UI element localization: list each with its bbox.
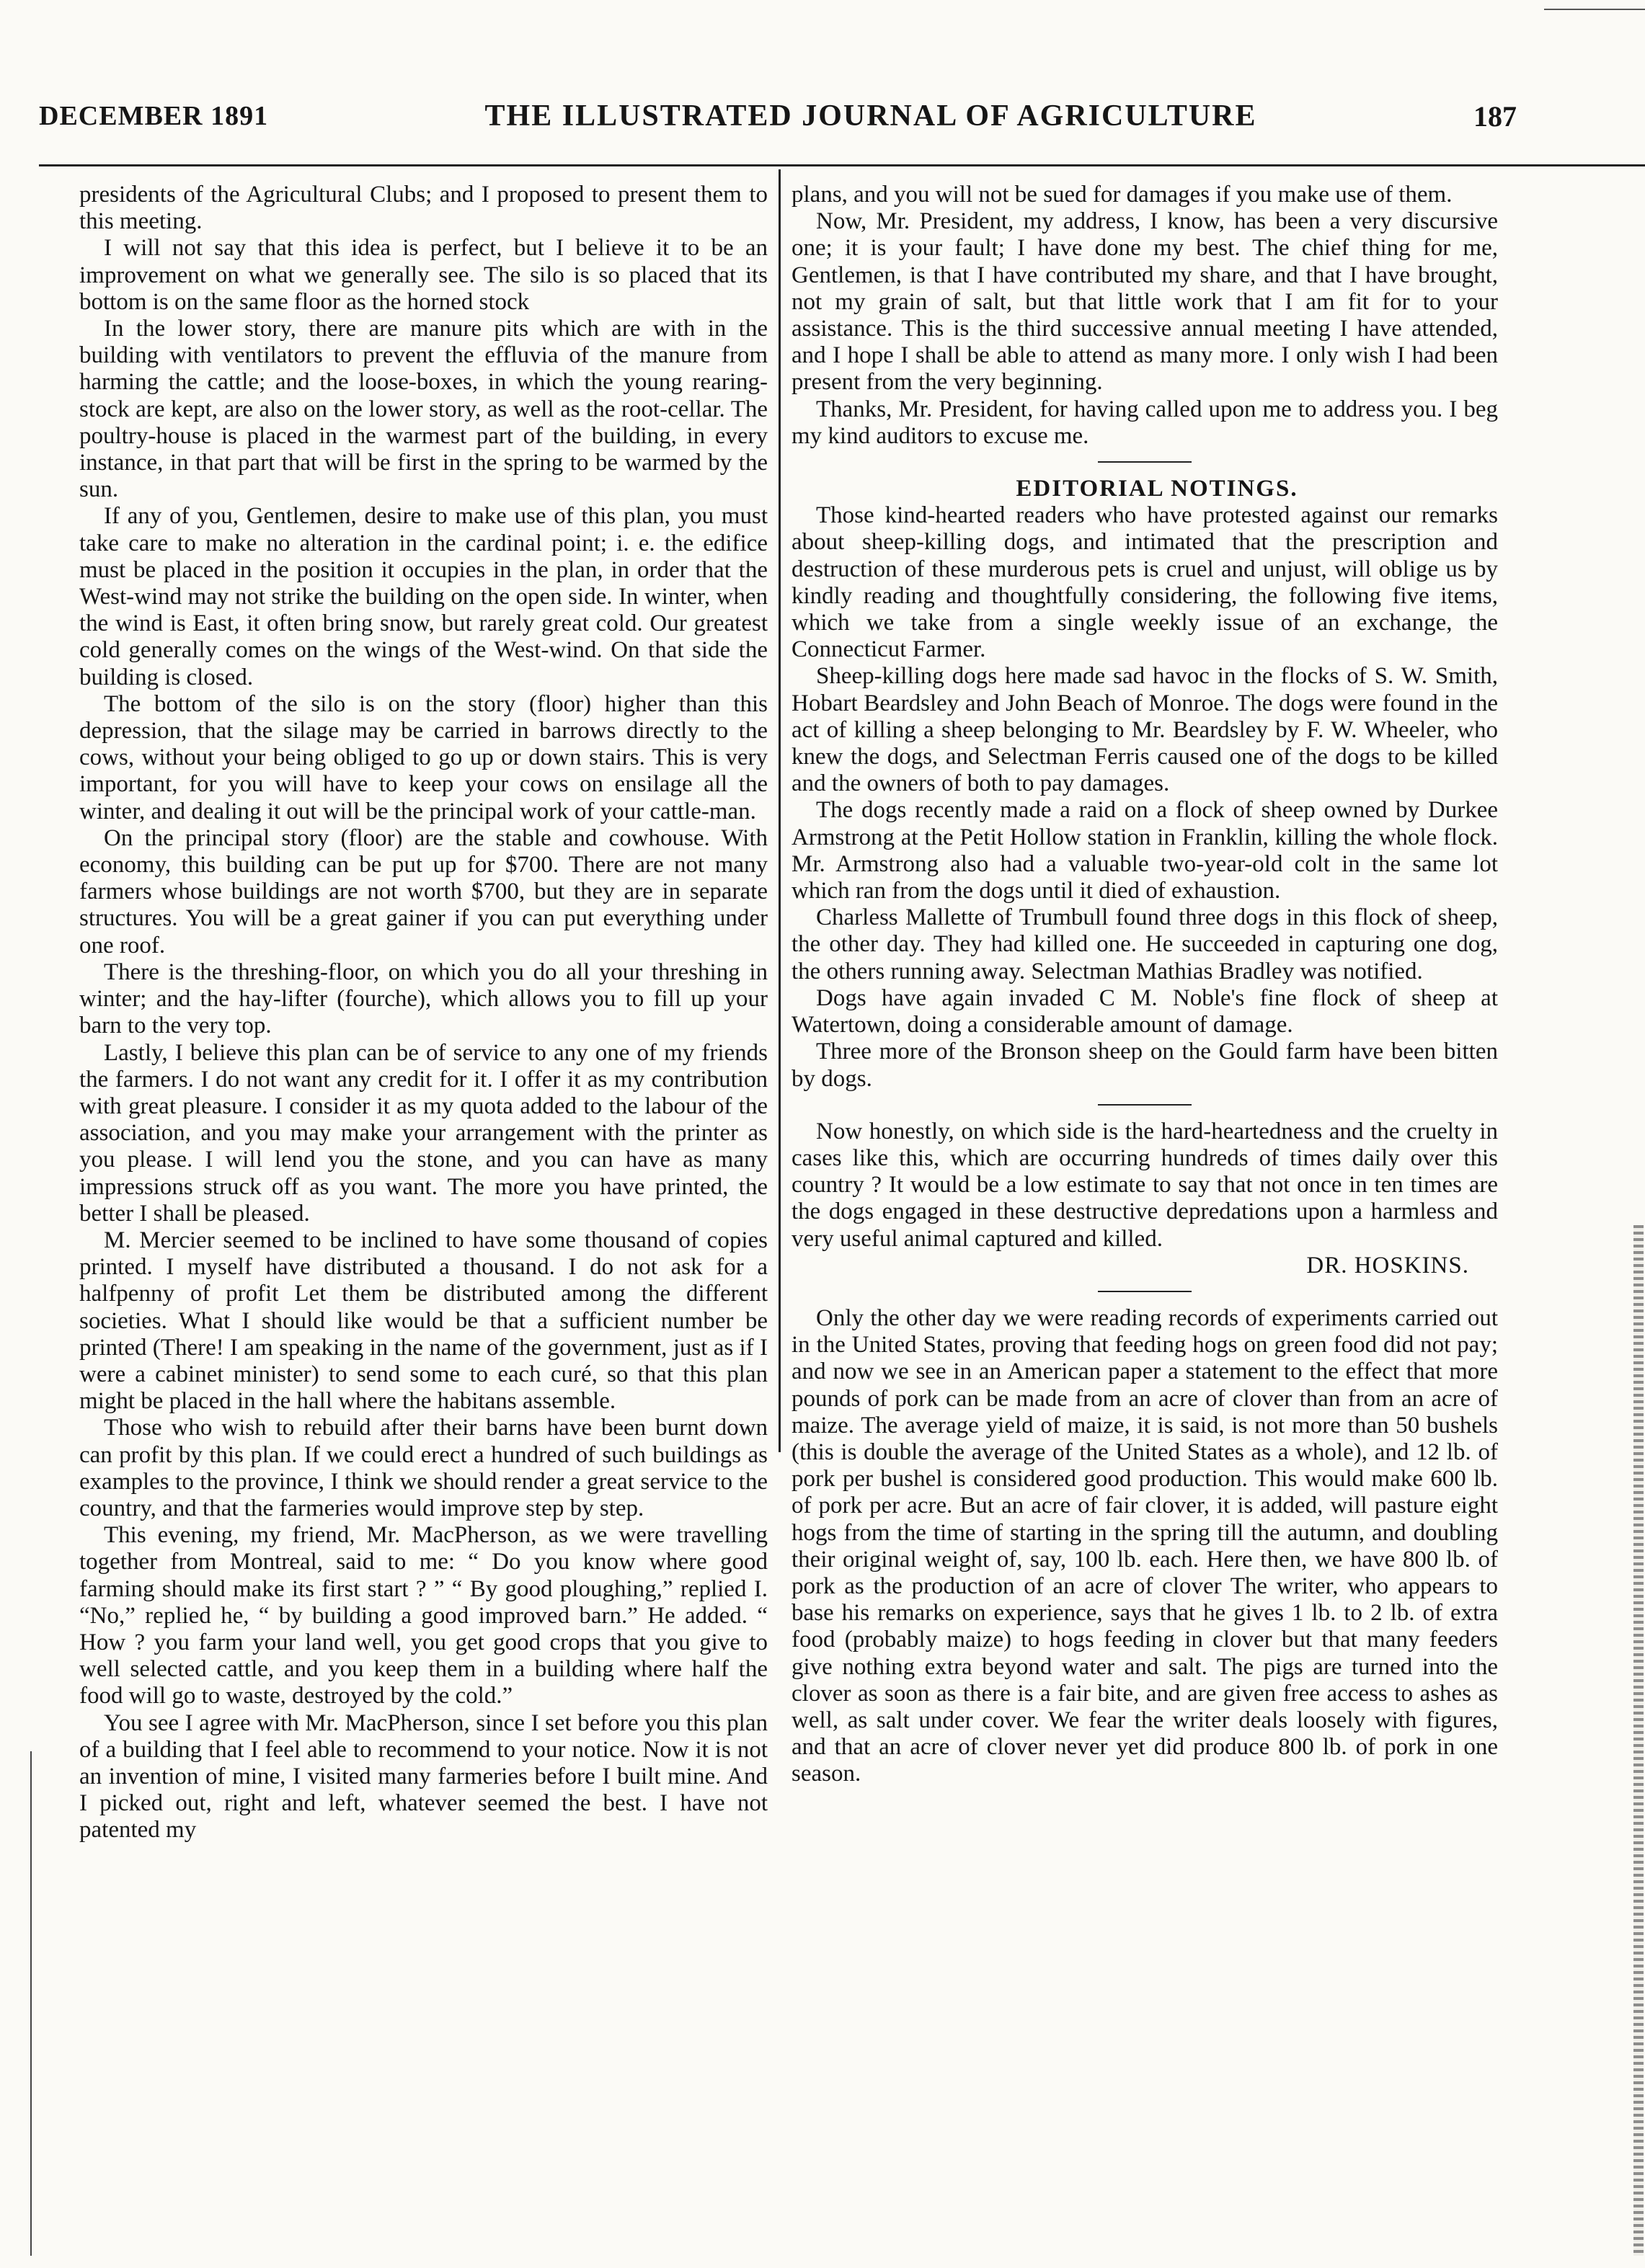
paragraph: Those who wish to rebuild after their barns have been burnt down can profit by this plan. If we could erect a hundred of such buildings as examples to the province, I think we should render a great service to the country, and that the farmeries would improve step by step.	[79, 1415, 768, 1521]
paragraph: Those kind-hearted readers who have protested against our remarks about sheep-killing dogs, and intimated that the prescription and destruction of these murderous pets is cruel and unjust, will oblige us by kindly reading and thoughtfully considering, the following five items, which we take from a single weekly issue of an exchange, the Connecticut Farmer.	[792, 502, 1498, 663]
column-divider	[779, 169, 781, 1452]
section-rule	[1098, 461, 1192, 463]
paragraph: presidents of the Agricultural Clubs; and I proposed to present them to this meeting.	[79, 182, 768, 235]
paragraph: M. Mercier seemed to be inclined to have some thousand of copies printed. I myself have distributed a thousand. I do not ask for a halfpenny of profit Let them be distributed among the different societies. What I should like would be that a sufficient number be printed (There! I am speaking in the name of the government, just as if I were a cabinet minister) to send some to each curé, so that this plan might be placed in the hall where the habitans assemble.	[79, 1227, 768, 1415]
section-rule	[1098, 1291, 1192, 1292]
paragraph: You see I agree with Mr. MacPherson, since I set before you this plan of a building that I feel able to recommend to your notice. Now it is not an invention of mine, I visited many farmeries before I built mine. And I picked out, right and left, whatever seemed the best. I have not patented my	[79, 1709, 768, 1844]
paragraph: There is the threshing-floor, on which you do all your threshing in winter; and the hay-lifter (fourche), which allows you to fill up your barn to the very top.	[79, 959, 768, 1039]
scan-edge	[1633, 1225, 1644, 2256]
page-header	[39, 91, 1517, 141]
paragraph: Sheep-killing dogs here made sad havoc in the flocks of S. W. Smith, Hobart Beardsley and John Beach of Monroe. The dogs were found in the act of killing a sheep belonging to Mr. Beardsley by F. W. Wheeler, who knew the dogs, and Selectman Ferris caused one of the dogs to be killed and the owners of both to pay damages.	[792, 663, 1498, 797]
paragraph: Only the other day we were reading records of experiments carried out in the United States, proving that feeding hogs on green food did not pay; and now we see in an American paper a statement to the effect that more pounds of pork can be made from an acre of clover than from an acre of maize. The average yield of maize, it is said, is not more than 50 bushels (this is double the average of the United States as a whole), and 12 lb. of pork per bushel is considered good production. This would make 600 lb. of pork per acre. But an acre of fair clover, it is added, will pasture eight hogs from the time of starting in the spring till the autumn, and doubling their original weight of, say, 100 lb. each. Here then, we have 800 lb. of pork as the production of an acre of clover The writer, who appears to base his remarks on experience, says that he gives 1 lb. to 2 lb. of extra food (probably maize) to hogs feeding in clover but that many feeders give nothing extra beyond water and salt. The pigs are turned into the clover as soon as there is a fair bite, and are given free access to ashes as well, as salt under cover. We fear the writer deals loosely with figures, and that an acre of clover never yet did produce 800 lb. of pork in one season.	[792, 1304, 1498, 1787]
signature-line	[792, 1253, 1498, 1279]
editorial-heading: EDITORIAL NOTINGS.	[1016, 476, 1298, 502]
paragraph: In the lower story, there are manure pits which are with in the building with ventilators to prevent the effluvia of the manure from harming the cattle; and the loose-boxes, in which the young rearing-stock are kept, are also on the lower story, as well as the root-cellar. The poultry-house is placed in the warmest part of the building, in every instance, in that part that will be first in the spring to be warmed by the sun.	[79, 316, 768, 503]
paragraph: Three more of the Bronson sheep on the Gould farm have been bitten by dogs.	[792, 1039, 1498, 1092]
paragraph: Thanks, Mr. President, for having called upon me to address you. I beg my kind auditors to excuse me.	[792, 396, 1498, 449]
paragraph: If any of you, Gentlemen, desire to make use of this plan, you must take care to make no alteration in the cardinal point; i. e. the edifice must be placed in the position it occupies in the plan, in order that the West-wind may not strike the building on the open side. In winter, when the wind is East, it often bring snow, but rarely great cold. Our greatest cold generally comes on the wings of the West-wind. On that side the building is closed.	[79, 503, 768, 690]
paragraph: The dogs recently made a raid on a flock of sheep owned by Durkee Armstrong at the Petit Hollow station in Franklin, killing the whole flock. Mr. Armstrong also had a valuable two-year-old colt in the same lot which ran from the dogs until it died of exhaustion.	[792, 797, 1498, 904]
corner-rule	[1544, 9, 1645, 10]
binding-line	[30, 1751, 32, 2256]
journal-title: THE ILLUSTRATED JOURNAL OF AGRICULTURE	[484, 99, 1257, 133]
paragraph: Lastly, I believe this plan can be of service to any one of my friends the farmers. I do not want any credit for it. I offer it as my contribution with great pleasure. I consider it as my quota added to the labour of the association, and you may make your arrangement with the printer as you please. I will lend you the stone, and you can have as many impressions struck off as you want. The more you have printed, the better I shall be pleased.	[79, 1039, 768, 1227]
paragraph: The bottom of the silo is on the story (floor) higher than this depression, that the silage may be carried in barrows directly to the cows, without your being obliged to go up or down stairs. This is very important, for you will have to keep your cows on ensilage all the winter, and dealing it out will be the principal work of your cattle-man.	[79, 690, 768, 824]
right-column	[792, 182, 1498, 1788]
paragraph: On the principal story (floor) are the stable and cowhouse. With economy, this building can be put up for $700. There are not many farmers whose buildings are not worth $700, but they are in separate structures. You will be a great gainer if you can put everything under one roof.	[79, 824, 768, 959]
paragraph: I will not say that this idea is perfect, but I believe it to be an improvement on what we generally see. The silo is so placed that its bottom is on the same floor as the horned stock	[79, 235, 768, 315]
paragraph: plans, and you will not be sued for damages if you make use of them.	[792, 182, 1453, 208]
author-signature: DR. HOSKINS.	[1306, 1252, 1469, 1278]
paragraph: Now honestly, on which side is the hard-heartedness and the cruelty in cases like this, which are occurring hundreds of times daily over this country ? It would be a low estimate to say that not once in ten times are the dogs engaged in these destructive depredations upon a harmless and very useful animal captured and killed.	[792, 1118, 1498, 1252]
header-date: DECEMBER 1891	[39, 101, 269, 131]
header-rule	[39, 164, 1645, 166]
page-number: 187	[1473, 99, 1517, 133]
paragraph: Charless Mallette of Trumbull found three dogs in this flock of sheep, the other day. They had killed one. He succeeded in capturing one dog, the others running away. Selectman Mathias Bradley was notified.	[792, 904, 1498, 984]
paragraph: This evening, my friend, Mr. MacPherson, as we were travelling together from Montreal, said to me: “ Do you know where good farming should make its first start ? ” “ By good ploughing,” replied I. “No,” replied he, “ by building a good improved barn.” He added. “ How ? you farm your land well, you get good crops that you give to well selected cattle, and you keep them in a building where half the food will go to waste, destroyed by the cold.”	[79, 1522, 768, 1709]
section-rule	[1098, 1104, 1192, 1106]
paragraph: Now, Mr. President, my address, I know, has been a very discursive one; it is your fault; I have done my best. The chief thing for me, Gentlemen, is that I have contributed my share, and that I have brought, not my grain of salt, but that little work that I am fit for to your assistance. This is the third successive annual meeting I have attended, and I hope I shall be able to attend as many more. I only wish I had been present from the very beginning.	[792, 208, 1498, 396]
left-column	[79, 182, 768, 1844]
paragraph: Dogs have again invaded C M. Noble's fine flock of sheep at Watertown, doing a considerable amount of damage.	[792, 984, 1498, 1039]
